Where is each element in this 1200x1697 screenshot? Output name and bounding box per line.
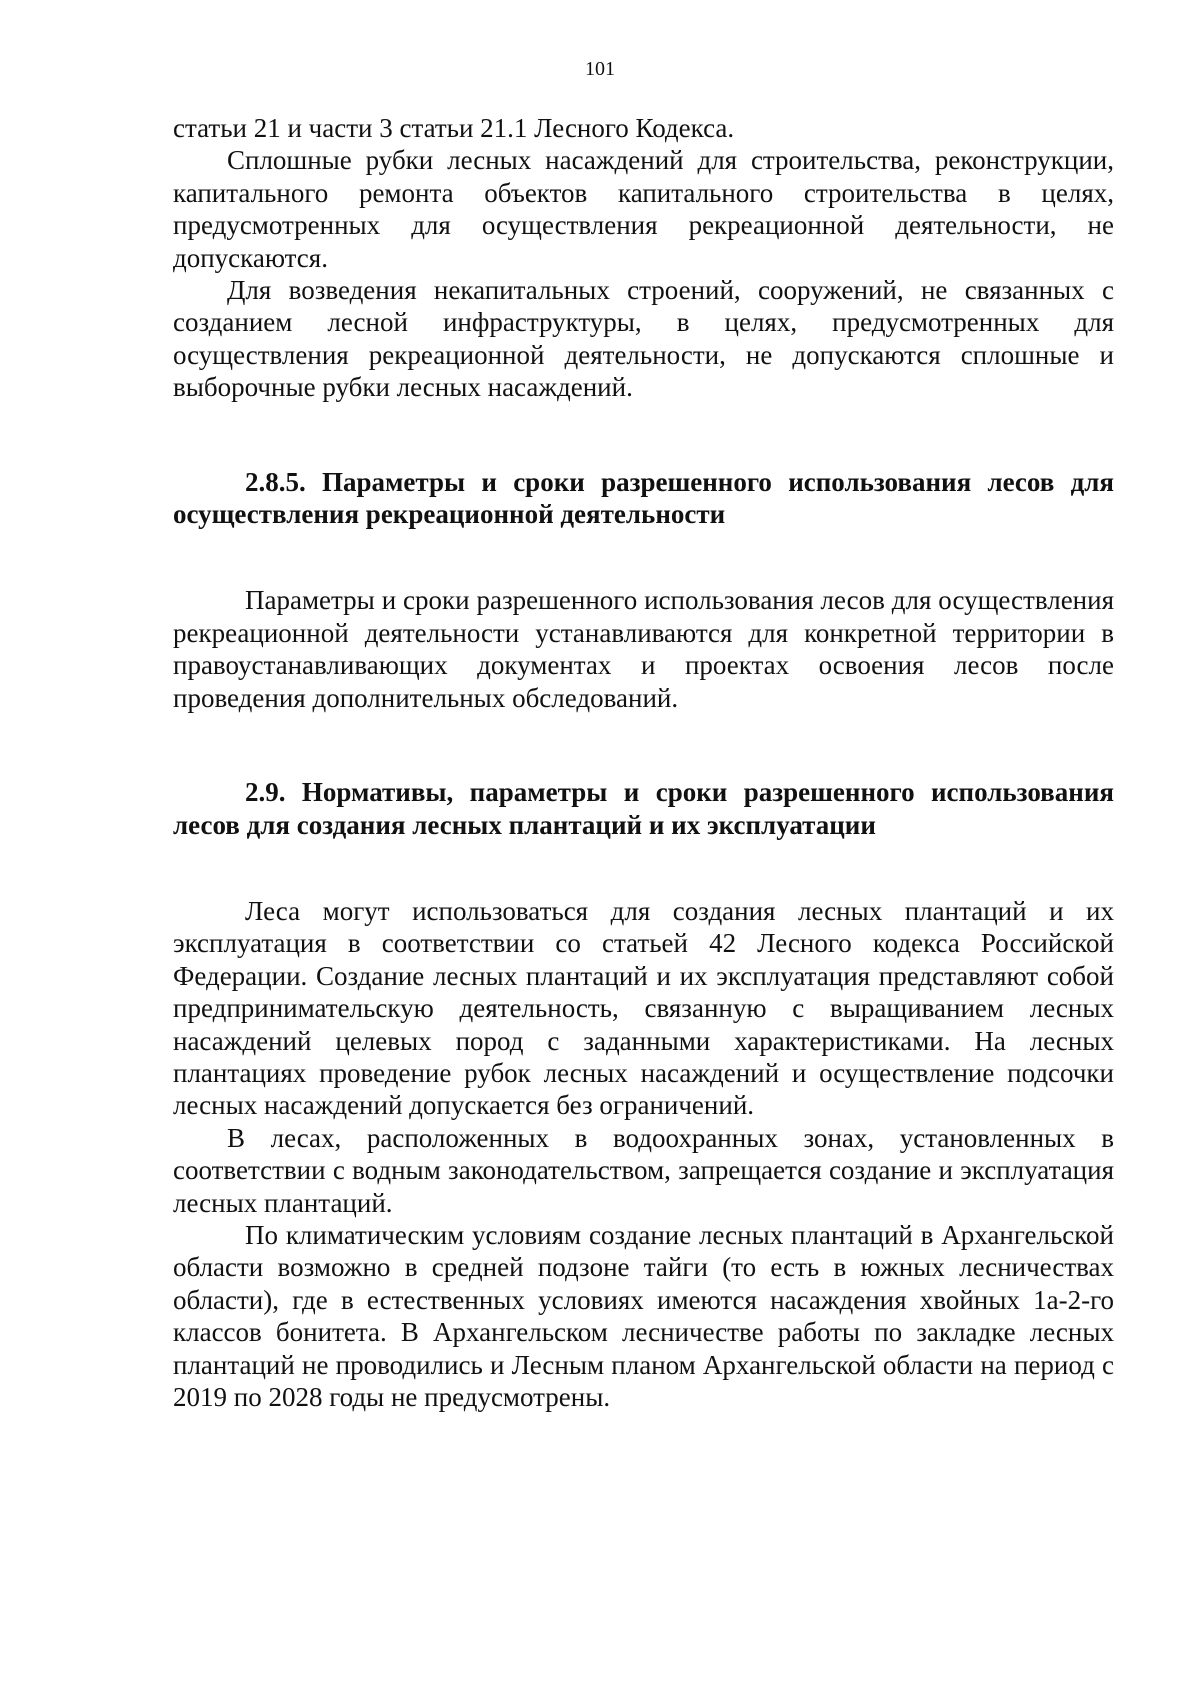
paragraph-continuation: статьи 21 и части 3 статьи 21.1 Лесного Кодекса. xyxy=(173,113,735,143)
document-body xyxy=(173,112,1114,1413)
section-heading-2-9: 2.9. Нормативы, параметры и сроки разрешенного использования лесов для создания лесных плантаций и их эксплуатации xyxy=(173,777,1114,840)
paragraph-recreation-parameters: Параметры и сроки разрешенного использования лесов для осуществления рекреационной деятельности устанавливаются для конкретной территории в правоустанавливающих документах и проектах освоения лесов после проведения дополнительных обследований. xyxy=(173,585,1114,713)
page-number: 101 xyxy=(585,58,615,80)
spacer xyxy=(173,530,1114,584)
paragraph-non-capital-structures: Для возведения некапитальных строений, сооружений, не связанных с созданием лесной инфраструктуры, в целях, предусмотренных для осуществления рекреационной деятельности, не допускаются сплошные и выборочные рубки лесных насаждений. xyxy=(173,275,1114,403)
paragraph-water-protection-zones: В лесах, расположенных в водоохранных зонах, установленных в соответствии с водным законодательством, запрещается создание и эксплуатация лесных плантаций. xyxy=(173,1122,1114,1218)
section-heading-2-8-5: 2.8.5. Параметры и сроки разрешенного использования лесов для осуществления рекреационной деятельности xyxy=(173,466,1114,530)
spacer xyxy=(173,404,1114,466)
spacer xyxy=(173,841,1114,895)
paragraph-climatic-conditions: По климатическим условиям создание лесных плантаций в Архангельской области возможно в средней подзоне тайги (то есть в южных лесничествах области), где в естественных условиях имеются насаждения хвойных 1а-2-го классов бонитета. В Архангельском лесничестве работы по закладке лесных плантаций не проводились и Лесным планом Архангельской области на период с 2019 по 2028 годы не предусмотрены. xyxy=(173,1219,1114,1412)
paragraph-clear-cutting: Сплошные рубки лесных насаждений для строительства, реконструкции, капитального ремонта объектов капитального строительства в целях, предусмотренных для осуществления рекреационной деятельности, не допускаются. xyxy=(173,145,1114,273)
spacer xyxy=(173,714,1114,776)
paragraph-forest-plantations: Леса могут использоваться для создания лесных плантаций и их эксплуатация в соответствии со статьей 42 Лесного кодекса Российской Федерации. Создание лесных плантаций и их эксплуатация представляют собой предпринимательскую деятельность, связанную с выращиванием лесных насаждений целевых пород с заданными характеристиками. На лесных плантациях проведение рубок лесных насаждений и осуществление подсочки лесных насаждений допускается без ограничений. xyxy=(173,895,1114,1121)
